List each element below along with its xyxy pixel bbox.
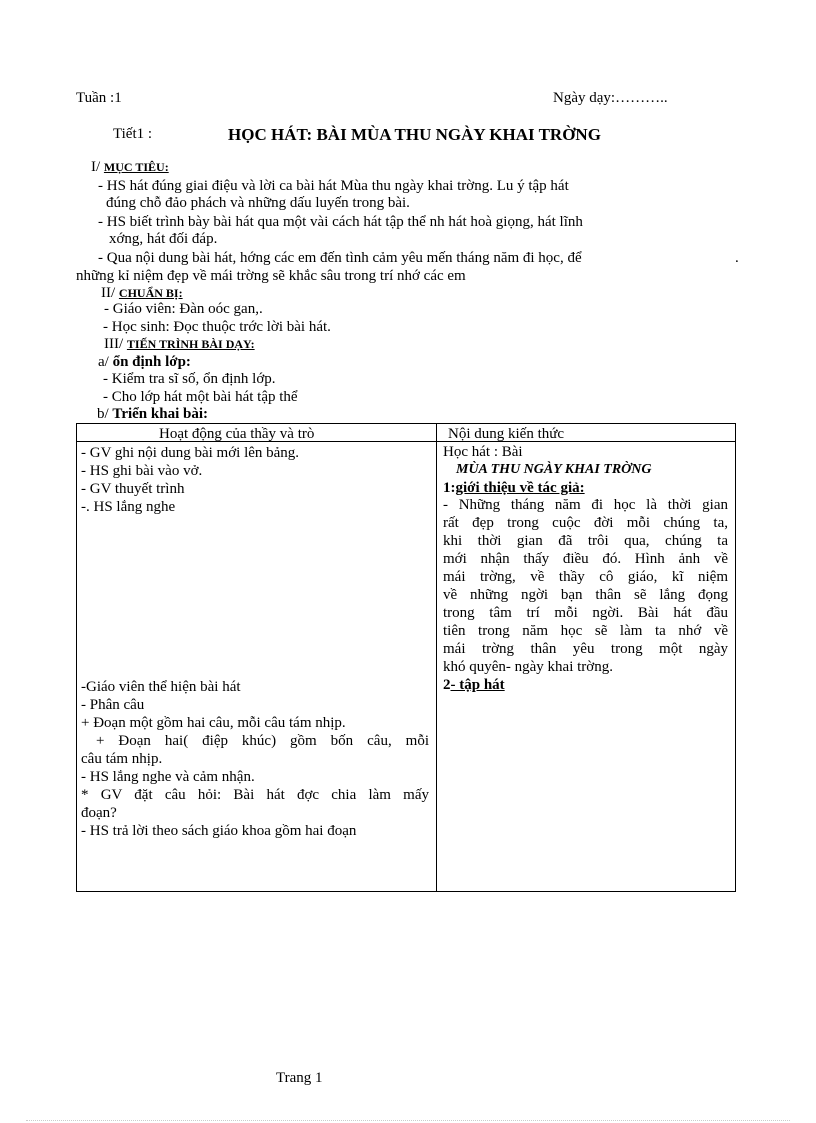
- paragraph-line: về những ngời bạn thân sẽ lắng đọng: [443, 587, 728, 603]
- objective-line: những kỉ niệm đẹp về mái trờng sẽ khắc sâu trong trí nhớ các em: [76, 268, 466, 284]
- lesson-title: HỌC HÁT: BÀI MÙA THU NGÀY KHAI TRỜNG: [228, 125, 601, 144]
- section-title: CHUẨN BỊ:: [118, 286, 183, 300]
- teaching-date: Ngày dạy:………..: [553, 90, 668, 106]
- week-label: Tuần :1: [76, 90, 122, 106]
- paragraph-line: rất đẹp trong cuộc đời mỗi chúng ta,: [443, 515, 728, 531]
- activity-line: - HS trả lời theo sách giáo khoa gồm hai đoạn: [81, 823, 357, 839]
- table-header-activities: Hoạt động của thầy và trò: [159, 426, 315, 442]
- subsection-title: ổn định lớp:: [112, 354, 191, 370]
- paragraph-line: khi thời gian đã trôi qua, chúng ta: [443, 533, 728, 549]
- objective-line: - HS hát đúng giai điệu và lời ca bài hát Mùa thu ngày khai trờng. Lu ý tập hát: [98, 178, 569, 194]
- activity-line: - GV thuyết trình: [81, 481, 185, 497]
- activity-line: [96, 733, 429, 749]
- section-number: III/: [104, 336, 124, 352]
- paragraph-line: - Những tháng năm đi học là thời gian: [443, 497, 728, 513]
- page-bottom-border: [26, 1120, 790, 1121]
- objective-line: - Qua nội dung bài hát, hớng các em đến tình cảm yêu mến tháng năm đi học, để: [98, 250, 582, 266]
- content-paragraph: [443, 587, 728, 603]
- paragraph-line: mới nhận thấy điều đó. Hình ảnh về: [443, 551, 728, 567]
- section-procedure-heading: [104, 336, 255, 352]
- content-paragraph: [443, 497, 728, 513]
- activity-line: - Phân câu: [81, 697, 145, 713]
- paragraph-line: mái trờng, về thầy cô giáo, kĩ niệm: [443, 569, 728, 585]
- content-paragraph: [443, 641, 728, 657]
- procedure-line: - Cho lớp hát một bài hát tập thể: [103, 389, 298, 405]
- activity-line: -. HS lắng nghe: [81, 499, 176, 515]
- content-subheading: [443, 480, 585, 496]
- preparation-line: - Học sinh: Đọc thuộc trớc lời bài hát.: [103, 319, 331, 335]
- content-paragraph: [443, 623, 728, 639]
- subsection-label: b/: [97, 406, 109, 422]
- section-preparation-heading: [101, 285, 183, 301]
- content-paragraph: [443, 605, 728, 621]
- activity-line: - HS ghi bài vào vở.: [81, 463, 203, 479]
- table-header-content: Nội dung kiến thức: [448, 426, 565, 442]
- objective-line: - HS biết trình bày bài hát qua một vài cách hát tập thể nh hát hoà giọng, hát lĩnh: [98, 214, 583, 230]
- objective-line: đúng chỗ đảo phách và những dấu luyến trong bài.: [106, 195, 410, 211]
- section-title: MỤC TIÊU:: [103, 160, 169, 174]
- section-number: I/: [91, 159, 101, 175]
- content-line: Học hát : Bài: [443, 444, 523, 460]
- activity-line: - GV ghi nội dung bài mới lên bảng.: [81, 445, 300, 461]
- preparation-line: - Giáo viên: Đàn oóc gan,.: [104, 301, 263, 317]
- procedure-line: - Kiểm tra sĩ số, ổn định lớp.: [103, 371, 276, 387]
- activity-line: + Đoạn một gồm hai câu, mỗi câu tám nhịp.: [81, 715, 346, 731]
- subsection-label: a/: [98, 354, 109, 370]
- activity-line: [81, 787, 429, 803]
- objective-line: xớng, hát đối đáp.: [109, 231, 218, 247]
- subheading-number: 1:: [443, 480, 456, 496]
- page-number: Trang 1: [276, 1070, 323, 1086]
- content-paragraph-last: khó quyên- ngày khai trờng.: [443, 659, 613, 675]
- section-title: TIẾN TRÌNH BÀI DẠY:: [126, 337, 255, 351]
- content-paragraph: [443, 551, 728, 567]
- table-column-divider: [436, 423, 437, 892]
- activity-line-text: + Đoạn hai( điệp khúc) gồm bốn câu, mỗi: [96, 733, 429, 749]
- section-number: II/: [101, 285, 116, 301]
- content-subheading: [443, 677, 505, 693]
- paragraph-line: trong tâm trí mỗi ngời. Bài hát đầu: [443, 605, 728, 621]
- paragraph-line: mái trờng thân yêu trong một ngày: [443, 641, 728, 657]
- section-objectives-heading: [91, 159, 169, 175]
- activity-line-text: * GV đặt câu hỏi: Bài hát đợc chia làm mấy: [81, 787, 429, 803]
- subsection-b-heading: [97, 406, 208, 422]
- content-paragraph: [443, 515, 728, 531]
- subsection-a-heading: [98, 354, 191, 370]
- activity-line: -Giáo viên thể hiện bài hát: [81, 679, 241, 695]
- period-label: Tiết1 :: [113, 126, 153, 142]
- activity-line: đoạn?: [81, 805, 117, 821]
- content-paragraph: [443, 533, 728, 549]
- content-paragraph: [443, 569, 728, 585]
- activity-line: câu tám nhịp.: [81, 751, 163, 767]
- paragraph-line: tiên trong năm học sẽ làm ta nhớ về: [443, 623, 728, 639]
- subsection-title: Triển khai bài:: [112, 406, 208, 422]
- stray-dot: .: [735, 250, 739, 266]
- subheading-title: giới thiệu về tác giả:: [455, 480, 585, 496]
- subheading-number: 2: [443, 677, 451, 693]
- subheading-title: - tập hát: [450, 677, 505, 693]
- song-title: MÙA THU NGÀY KHAI TRỜNG: [456, 462, 652, 477]
- activity-line: - HS lắng nghe và cảm nhận.: [81, 769, 255, 785]
